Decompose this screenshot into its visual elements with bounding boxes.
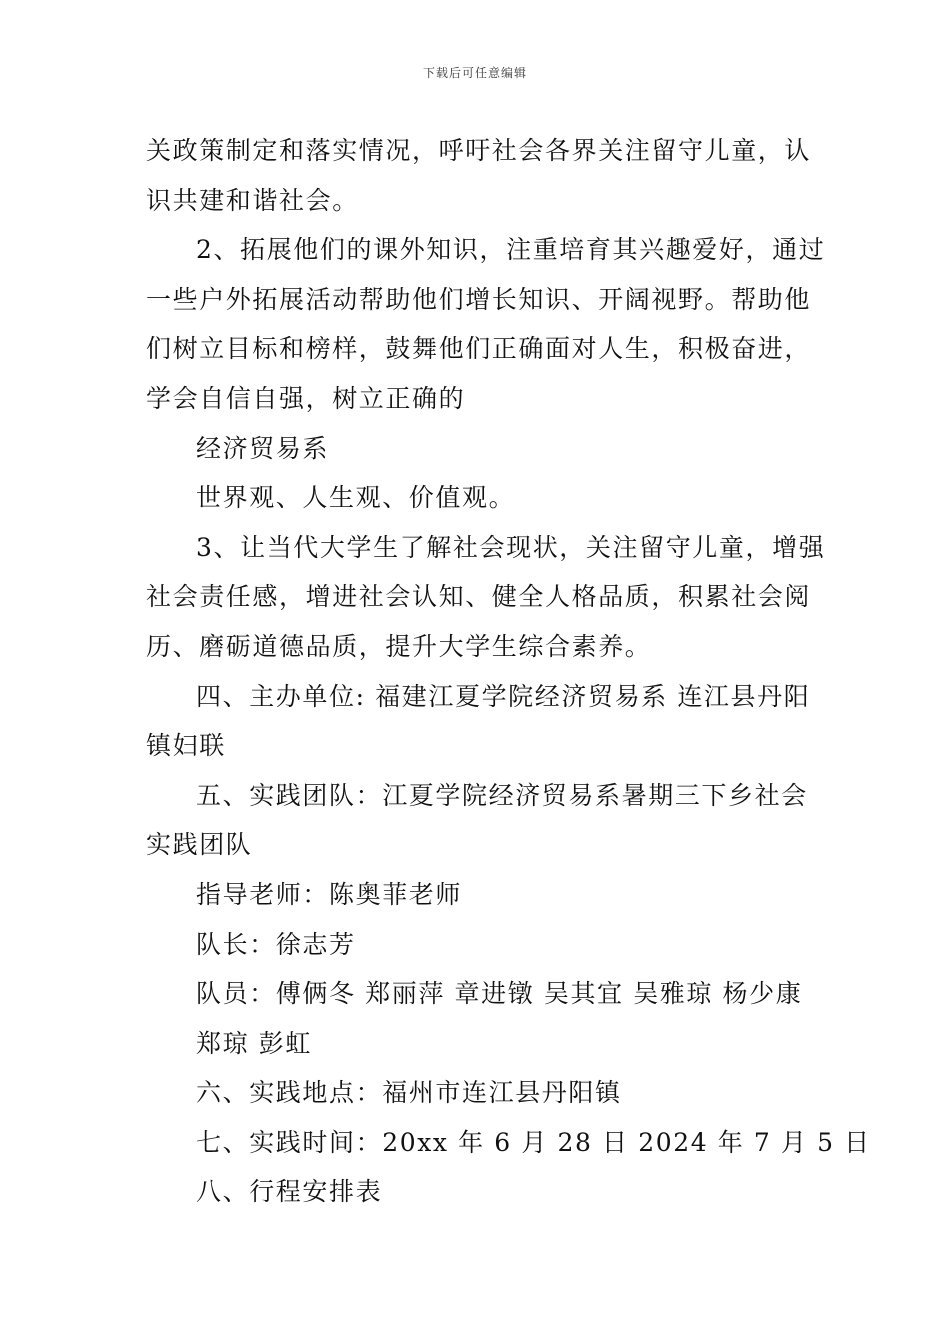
text-line: 镇妇联 [146,731,226,761]
text-line: 实践团队 [146,830,253,860]
text-line: 2、拓展他们的课外知识，注重培育其兴趣爱好，通过 [196,235,826,265]
text-line: 一些户外拓展活动帮助他们增长知识、开阔视野。帮助他 [146,284,812,314]
text-line: 识共建和谐社会。 [146,185,359,215]
text-line: 们树立目标和榜样，鼓舞他们正确面对人生，积极奋进， [146,334,812,364]
text-line: 社会责任感，增进社会认知、健全人格品质，积累社会阅 [146,582,812,612]
text-line: 指导老师：陈奥菲老师 [196,879,463,909]
text-line: 经济贸易系 [196,433,330,463]
text-line: 队长：徐志芳 [196,929,356,959]
text-line: 五、实践团队：江夏学院经济贸易系暑期三下乡社会 [196,780,808,810]
text-line: 八、行程安排表 [196,1177,383,1207]
page-header: 下载后可任意编辑 [422,66,527,80]
text-line: 3、让当代大学生了解社会现状，关注留守儿童，增强 [196,532,826,562]
text-line: 学会自信自强，树立正确的 [146,383,466,413]
text-line: 世界观、人生观、价值观。 [196,483,516,513]
text-line: 郑琼 彭虹 [196,1028,312,1058]
text-line: 队员：傅俩冬 郑丽萍 章进镦 吴其宜 吴雅琼 杨少康 [196,979,803,1009]
text-line: 历、磨砺道德品质，提升大学生综合素养。 [146,631,652,661]
text-line: 六、实践地点：福州市连江县丹阳镇 [196,1078,622,1108]
document-body [146,126,871,1217]
text-line: 四、主办单位: 福建江夏学院经济贸易系 连江县丹阳 [196,681,811,711]
text-line: 七、实践时间：20xx 年 6 月 28 日 2024 年 7 月 5 日 [196,1127,871,1157]
text-line: 关政策制定和落实情况，呼吁社会各界关注留守儿童，认 [146,136,812,165]
